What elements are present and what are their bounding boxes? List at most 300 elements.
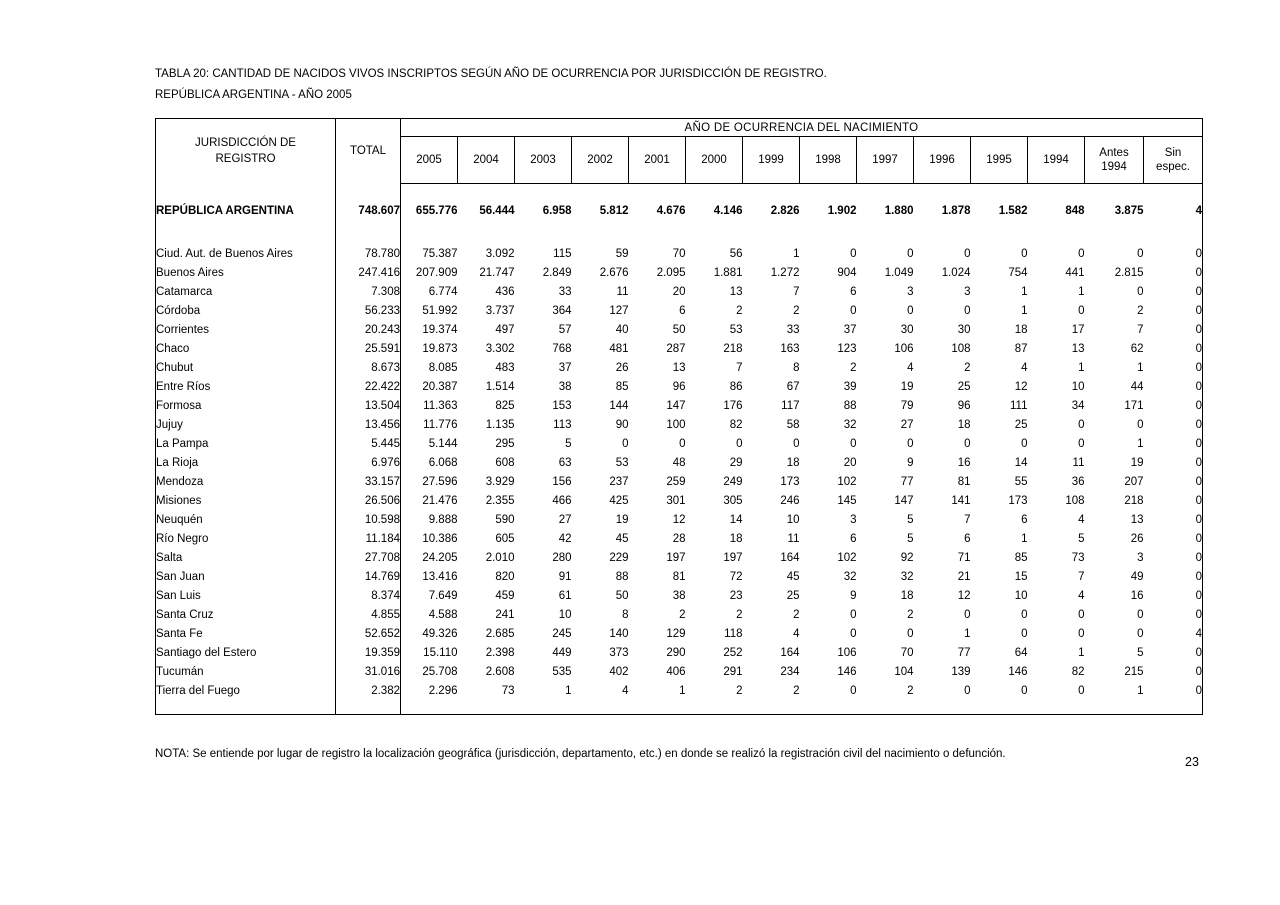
row-value-2005: 15.110 [423, 646, 458, 659]
spacer-cell [156, 224, 336, 244]
row-value-2000: 1.881 [713, 266, 743, 279]
row-value-1994: 441 [1065, 266, 1085, 279]
row-value-1994: 17 [1071, 323, 1085, 336]
row-value-antes-1994: 2.815 [1114, 266, 1144, 279]
row-value-2005: 4.588 [428, 608, 458, 621]
row-value-1999: 0 [793, 437, 800, 450]
row-value-1994: 34 [1071, 399, 1085, 412]
spacer-cell [686, 184, 743, 199]
row-value-2001: 0 [679, 437, 686, 450]
row-value-2005: 10.386 [422, 532, 458, 545]
row-value-2003: 535 [552, 665, 572, 678]
row-jurisdiction-name: Tucumán [156, 662, 336, 681]
row-value-2001: 406 [666, 665, 686, 678]
row-value-2004: 241 [495, 608, 515, 621]
row-value-2002: 237 [609, 475, 629, 488]
row-value-2001: 38 [672, 589, 686, 602]
row-value-1998: 32 [843, 570, 857, 583]
spacer-cell [686, 224, 743, 244]
row-value-1996: 3 [964, 285, 971, 298]
row-value-sin-espec-: 0 [1144, 263, 1203, 282]
spacer-cell [156, 700, 336, 715]
row-value-2004: 2.685 [485, 627, 515, 640]
row-value-1994: 1 [1078, 361, 1085, 374]
table-row [156, 586, 1203, 605]
table-row [156, 529, 1203, 548]
row-value-1995: 0 [1021, 608, 1028, 621]
row-value-2004: 608 [495, 456, 515, 469]
row-value-1997: 1.880 [884, 205, 914, 217]
row-value-1997: 32 [900, 570, 914, 583]
row-value-2000: 218 [723, 342, 743, 355]
row-value-1995: 1 [1021, 304, 1028, 317]
row-value-1999: 33 [786, 323, 800, 336]
row-value-1998: 0 [850, 684, 857, 697]
header-year-line-1: 2005 [416, 154, 442, 166]
spacer-cell [914, 184, 971, 199]
row-value-2000: 291 [723, 665, 743, 678]
row-total-value: 78.780 [336, 244, 401, 263]
row-value-2004: 3.737 [485, 304, 515, 317]
row-value-2001: 147 [666, 399, 686, 412]
row-value-2001: 50 [672, 323, 686, 336]
row-value-1995: 14 [1014, 456, 1028, 469]
row-total-value: 31.016 [336, 662, 401, 681]
row-total-value: 56.233 [336, 301, 401, 320]
row-value-1996: 139 [951, 665, 971, 678]
row-total-value: 13.456 [336, 415, 401, 434]
row-value-1997: 0 [907, 437, 914, 450]
table-row [156, 396, 1203, 415]
row-value-1996: 96 [957, 399, 971, 412]
row-value-1998: 39 [843, 380, 857, 393]
row-value-sin-espec-: 0 [1144, 662, 1203, 681]
header-year-group: AÑO DE OCURRENCIA DEL NACIMIENTO [401, 119, 1203, 137]
header-year-antes-1994 [1085, 137, 1144, 184]
row-value-2000: 18 [729, 532, 743, 545]
row-value-1994: 10 [1071, 380, 1085, 393]
row-value-1996: 1.024 [941, 266, 971, 279]
row-value-1994: 1 [1078, 646, 1085, 659]
row-value-2000: 252 [723, 646, 743, 659]
row-jurisdiction-name: Santiago del Estero [156, 643, 336, 662]
row-value-2002: 59 [615, 247, 629, 260]
row-value-2002: 53 [615, 456, 629, 469]
row-value-2002: 2.676 [599, 266, 629, 279]
row-jurisdiction-name: Jujuy [156, 415, 336, 434]
row-value-2003: 113 [553, 418, 572, 431]
row-value-1994: 0 [1078, 608, 1085, 621]
row-value-1995: 0 [1021, 437, 1028, 450]
row-value-1998: 20 [843, 456, 857, 469]
row-value-2001: 81 [672, 570, 686, 583]
row-value-2005: 75.387 [422, 247, 458, 260]
table-row [156, 567, 1203, 586]
row-value-1997: 92 [900, 551, 914, 564]
row-value-2003: 57 [558, 323, 572, 336]
row-value-2002: 0 [622, 437, 629, 450]
row-value-2001: 129 [666, 627, 686, 640]
row-value-1998: 0 [850, 304, 857, 317]
row-jurisdiction-name: Córdoba [156, 301, 336, 320]
header-year-line-1: 1995 [986, 154, 1012, 166]
row-value-2003: 63 [558, 456, 572, 469]
row-value-antes-1994: 26 [1130, 532, 1144, 545]
row-value-1995: 1 [1021, 532, 1028, 545]
header-year-2004 [458, 137, 515, 184]
row-value-2004: 820 [495, 570, 515, 583]
row-value-sin-espec-: 0 [1144, 491, 1203, 510]
row-value-1994: 0 [1078, 247, 1085, 260]
row-value-2003: 245 [552, 627, 572, 640]
row-value-2001: 2 [679, 608, 686, 621]
row-value-sin-espec-: 0 [1144, 282, 1203, 301]
spacer-cell [572, 224, 629, 244]
row-jurisdiction-name: Catamarca [156, 282, 336, 301]
row-total-value: 27.708 [336, 548, 401, 567]
row-value-1997: 5 [907, 532, 914, 545]
row-value-1997: 2 [907, 684, 914, 697]
row-value-sin-espec-: 0 [1144, 472, 1203, 491]
header-year-1999 [743, 137, 800, 184]
table-row [156, 320, 1203, 339]
row-value-sin-espec-: 0 [1144, 510, 1203, 529]
row-value-2002: 4 [622, 684, 629, 697]
row-value-2000: 0 [736, 437, 743, 450]
row-total-value: 748.607 [336, 198, 401, 224]
row-value-2002: 373 [609, 646, 629, 659]
table-row [156, 624, 1203, 643]
row-value-2000: 7 [736, 361, 743, 374]
spacer-cell [1085, 700, 1144, 715]
row-value-2000: 4.146 [713, 205, 743, 217]
row-value-antes-1994: 5 [1137, 646, 1144, 659]
spacer-cell [686, 700, 743, 715]
row-value-2001: 2.095 [656, 266, 686, 279]
table-note: NOTA: Se entiende por lugar de registro la localización geográfica (jurisdicción, departamento, etc.) en donde se realizó la registración civil del nacimiento o defunción. [155, 748, 1006, 760]
table-row [156, 301, 1203, 320]
row-total-value: 52.652 [336, 624, 401, 643]
row-value-1995: 0 [1021, 247, 1028, 260]
row-value-1996: 0 [964, 608, 971, 621]
row-value-1998: 0 [850, 608, 857, 621]
row-value-2002: 127 [609, 304, 629, 317]
row-total-value: 22.422 [336, 377, 401, 396]
row-value-2005: 6.068 [428, 456, 458, 469]
row-value-1997: 147 [894, 494, 914, 507]
row-value-2004: 436 [495, 285, 515, 298]
row-value-1995: 55 [1014, 475, 1028, 488]
row-value-1999: 8 [793, 361, 800, 374]
row-value-1999: 163 [780, 342, 800, 355]
row-value-2000: 197 [723, 551, 743, 564]
row-value-1996: 21 [957, 570, 971, 583]
row-value-1994: 0 [1078, 304, 1085, 317]
table-row [156, 681, 1203, 700]
header-year-line-1: 2003 [530, 154, 556, 166]
row-value-sin-espec-: 0 [1144, 681, 1203, 700]
spacer-cell [458, 224, 515, 244]
row-value-1997: 1.049 [884, 266, 914, 279]
row-value-1997: 27 [900, 418, 914, 431]
spacer-cell [515, 184, 572, 199]
row-value-2003: 1 [565, 684, 572, 697]
row-value-1999: 25 [786, 589, 800, 602]
row-total-value: 33.157 [336, 472, 401, 491]
header-year-2000 [686, 137, 743, 184]
row-value-1994: 7 [1078, 570, 1085, 583]
row-jurisdiction-name: Santa Fe [156, 624, 336, 643]
row-value-2004: 21.747 [479, 266, 515, 279]
row-value-2004: 295 [495, 437, 515, 450]
spacer-cell [971, 224, 1028, 244]
row-value-1999: 1 [793, 247, 800, 260]
row-value-2004: 590 [495, 513, 515, 526]
row-value-sin-espec-: 0 [1144, 339, 1203, 358]
row-value-2002: 40 [615, 323, 629, 336]
spacer-cell [914, 224, 971, 244]
table-title-line-1: TABLA 20: CANTIDAD DE NACIDOS VIVOS INSCRIPTOS SEGÚN AÑO DE OCURRENCIA POR JURISDICCIÓN DE REGISTRO. [155, 68, 827, 80]
row-value-1996: 1 [964, 627, 971, 640]
row-value-1995: 146 [1008, 665, 1028, 678]
spacer-cell [743, 700, 800, 715]
row-value-1994: 848 [1065, 205, 1085, 217]
row-value-1995: 25 [1014, 418, 1028, 431]
row-jurisdiction-name: San Luis [156, 586, 336, 605]
row-value-2002: 90 [615, 418, 629, 431]
spacer-cell [1085, 224, 1144, 244]
row-value-sin-espec-: 0 [1144, 567, 1203, 586]
row-value-1999: 18 [786, 456, 800, 469]
row-value-2003: 153 [552, 399, 572, 412]
row-value-2004: 825 [495, 399, 515, 412]
row-value-2003: 27 [558, 513, 572, 526]
row-value-antes-1994: 1 [1137, 437, 1144, 450]
row-value-2002: 425 [609, 494, 629, 507]
row-jurisdiction-name: Chaco [156, 339, 336, 358]
row-value-2001: 290 [666, 646, 686, 659]
row-value-2003: 449 [552, 646, 572, 659]
header-jurisdiction-line-2: REGISTRO [215, 153, 276, 166]
row-value-2000: 13 [729, 285, 743, 298]
spacer-cell [515, 224, 572, 244]
header-year-line-2: 1994 [1101, 161, 1127, 173]
row-value-antes-1994: 0 [1137, 247, 1144, 260]
row-value-1999: 246 [780, 494, 800, 507]
row-value-antes-1994: 0 [1137, 285, 1144, 298]
row-value-antes-1994: 3 [1137, 551, 1144, 564]
row-value-2004: 73 [501, 684, 515, 697]
row-value-1994: 11 [1072, 456, 1085, 469]
row-value-2000: 29 [729, 456, 743, 469]
row-value-2002: 140 [609, 627, 629, 640]
row-value-2005: 6.774 [428, 285, 458, 298]
table-row [156, 662, 1203, 681]
spacer-cell [629, 184, 686, 199]
row-value-2003: 61 [558, 589, 572, 602]
row-value-1994: 13 [1071, 342, 1085, 355]
row-value-1998: 0 [850, 627, 857, 640]
row-value-1997: 0 [907, 627, 914, 640]
row-value-2003: 6.958 [542, 205, 572, 217]
row-value-1998: 9 [850, 589, 857, 602]
spacer-cell [336, 224, 401, 244]
row-value-1996: 6 [964, 532, 971, 545]
row-jurisdiction-name: San Juan [156, 567, 336, 586]
row-value-2003: 91 [558, 570, 572, 583]
spacer-cell [971, 184, 1028, 199]
row-jurisdiction-name: REPÚBLICA ARGENTINA [156, 198, 336, 224]
row-total-value: 19.359 [336, 643, 401, 662]
row-value-antes-1994: 207 [1124, 475, 1144, 488]
table-title [155, 64, 827, 106]
table-row [156, 472, 1203, 491]
row-value-antes-1994: 171 [1124, 399, 1144, 412]
row-total-value: 8.673 [336, 358, 401, 377]
header-year-2003 [515, 137, 572, 184]
row-value-2003: 5 [565, 437, 572, 450]
row-value-2004: 2.355 [485, 494, 515, 507]
row-value-1998: 123 [837, 342, 857, 355]
row-value-sin-espec-: 4 [1144, 624, 1203, 643]
row-value-2002: 19 [615, 513, 629, 526]
spacer-cell [629, 700, 686, 715]
row-value-1997: 0 [907, 247, 914, 260]
table-row [156, 263, 1203, 282]
table-spacer-row-mid [156, 224, 1203, 244]
row-value-2001: 13 [672, 361, 686, 374]
header-year-1995 [971, 137, 1028, 184]
row-value-antes-1994: 0 [1137, 418, 1144, 431]
row-value-2000: 14 [729, 513, 743, 526]
header-year-line-1: 1994 [1043, 154, 1069, 166]
header-total: TOTAL [336, 119, 401, 184]
table-row [156, 510, 1203, 529]
row-value-2003: 42 [558, 532, 572, 545]
row-value-2005: 21.476 [422, 494, 458, 507]
row-total-value: 6.976 [336, 453, 401, 472]
row-value-1998: 2 [850, 361, 857, 374]
row-value-2005: 2.296 [428, 684, 458, 697]
row-value-2001: 1 [679, 684, 686, 697]
table-row [156, 548, 1203, 567]
row-value-1994: 0 [1078, 418, 1085, 431]
row-value-2002: 402 [609, 665, 629, 678]
row-total-value: 14.769 [336, 567, 401, 586]
row-jurisdiction-name: Chubut [156, 358, 336, 377]
row-value-2001: 96 [672, 380, 686, 393]
row-value-2002: 50 [615, 589, 629, 602]
row-value-1999: 117 [781, 399, 800, 412]
row-value-1996: 2 [964, 361, 971, 374]
table-row [156, 643, 1203, 662]
row-value-2003: 10 [558, 608, 572, 621]
row-value-1999: 4 [793, 627, 800, 640]
table-row [156, 453, 1203, 472]
row-total-value: 13.504 [336, 396, 401, 415]
row-value-antes-1994: 49 [1130, 570, 1144, 583]
row-value-2001: 12 [672, 513, 686, 526]
row-value-1999: 164 [780, 551, 800, 564]
row-jurisdiction-name: Formosa [156, 396, 336, 415]
row-value-2005: 7.649 [428, 589, 458, 602]
row-value-2004: 3.929 [485, 475, 515, 488]
row-value-1999: 2.826 [770, 205, 800, 217]
row-value-1995: 87 [1014, 342, 1028, 355]
row-value-2000: 2 [736, 684, 743, 697]
row-value-1997: 30 [900, 323, 914, 336]
row-value-1995: 111 [1010, 399, 1028, 412]
row-total-value: 7.308 [336, 282, 401, 301]
row-value-2005: 5.144 [428, 437, 458, 450]
row-value-1998: 145 [837, 494, 857, 507]
spacer-cell [1028, 184, 1085, 199]
row-value-1999: 2 [793, 304, 800, 317]
header-year-1994 [1028, 137, 1085, 184]
row-total-value: 11.184 [336, 529, 401, 548]
row-value-2004: 2.608 [485, 665, 515, 678]
row-value-antes-1994: 7 [1137, 323, 1144, 336]
spacer-cell [800, 700, 857, 715]
row-value-1995: 1 [1021, 285, 1028, 298]
row-value-2003: 768 [552, 342, 572, 355]
row-value-2000: 2 [736, 304, 743, 317]
header-year-1996 [914, 137, 971, 184]
row-value-2005: 24.205 [422, 551, 458, 564]
row-value-1999: 164 [780, 646, 800, 659]
row-value-1999: 67 [786, 380, 800, 393]
table-header-row-group [156, 119, 1203, 137]
row-value-1995: 10 [1014, 589, 1028, 602]
row-jurisdiction-name: Entre Ríos [156, 377, 336, 396]
header-year-line-1: 2004 [473, 154, 499, 166]
table-total-row [156, 198, 1203, 224]
row-value-sin-espec-: 0 [1144, 643, 1203, 662]
row-value-2005: 19.873 [422, 342, 458, 355]
row-value-1996: 30 [957, 323, 971, 336]
row-value-2004: 2.010 [485, 551, 515, 564]
row-value-antes-1994: 2 [1137, 304, 1144, 317]
header-year-2002 [572, 137, 629, 184]
row-value-2003: 33 [558, 285, 572, 298]
row-value-1996: 71 [957, 551, 971, 564]
row-value-2005: 27.596 [422, 475, 458, 488]
row-value-antes-1994: 0 [1137, 627, 1144, 640]
row-value-1998: 6 [850, 532, 857, 545]
row-value-2001: 6 [679, 304, 686, 317]
row-value-1994: 0 [1078, 684, 1085, 697]
row-jurisdiction-name: Neuquén [156, 510, 336, 529]
spacer-cell [572, 700, 629, 715]
row-jurisdiction-name: Tierra del Fuego [156, 681, 336, 700]
row-jurisdiction-name: Salta [156, 548, 336, 567]
spacer-cell [401, 184, 458, 199]
row-value-2000: 72 [729, 570, 743, 583]
row-value-1998: 0 [850, 437, 857, 450]
row-value-1999: 2 [793, 684, 800, 697]
header-year-line-1: 1998 [815, 154, 841, 166]
row-value-1996: 16 [957, 456, 971, 469]
row-total-value: 25.591 [336, 339, 401, 358]
row-value-sin-espec-: 0 [1144, 529, 1203, 548]
header-year-1998 [800, 137, 857, 184]
spacer-cell [1028, 224, 1085, 244]
row-value-2005: 11.776 [423, 418, 458, 431]
row-value-1994: 108 [1065, 494, 1085, 507]
row-value-1995: 12 [1014, 380, 1028, 393]
row-total-value: 4.855 [336, 605, 401, 624]
row-value-antes-1994: 215 [1124, 665, 1144, 678]
